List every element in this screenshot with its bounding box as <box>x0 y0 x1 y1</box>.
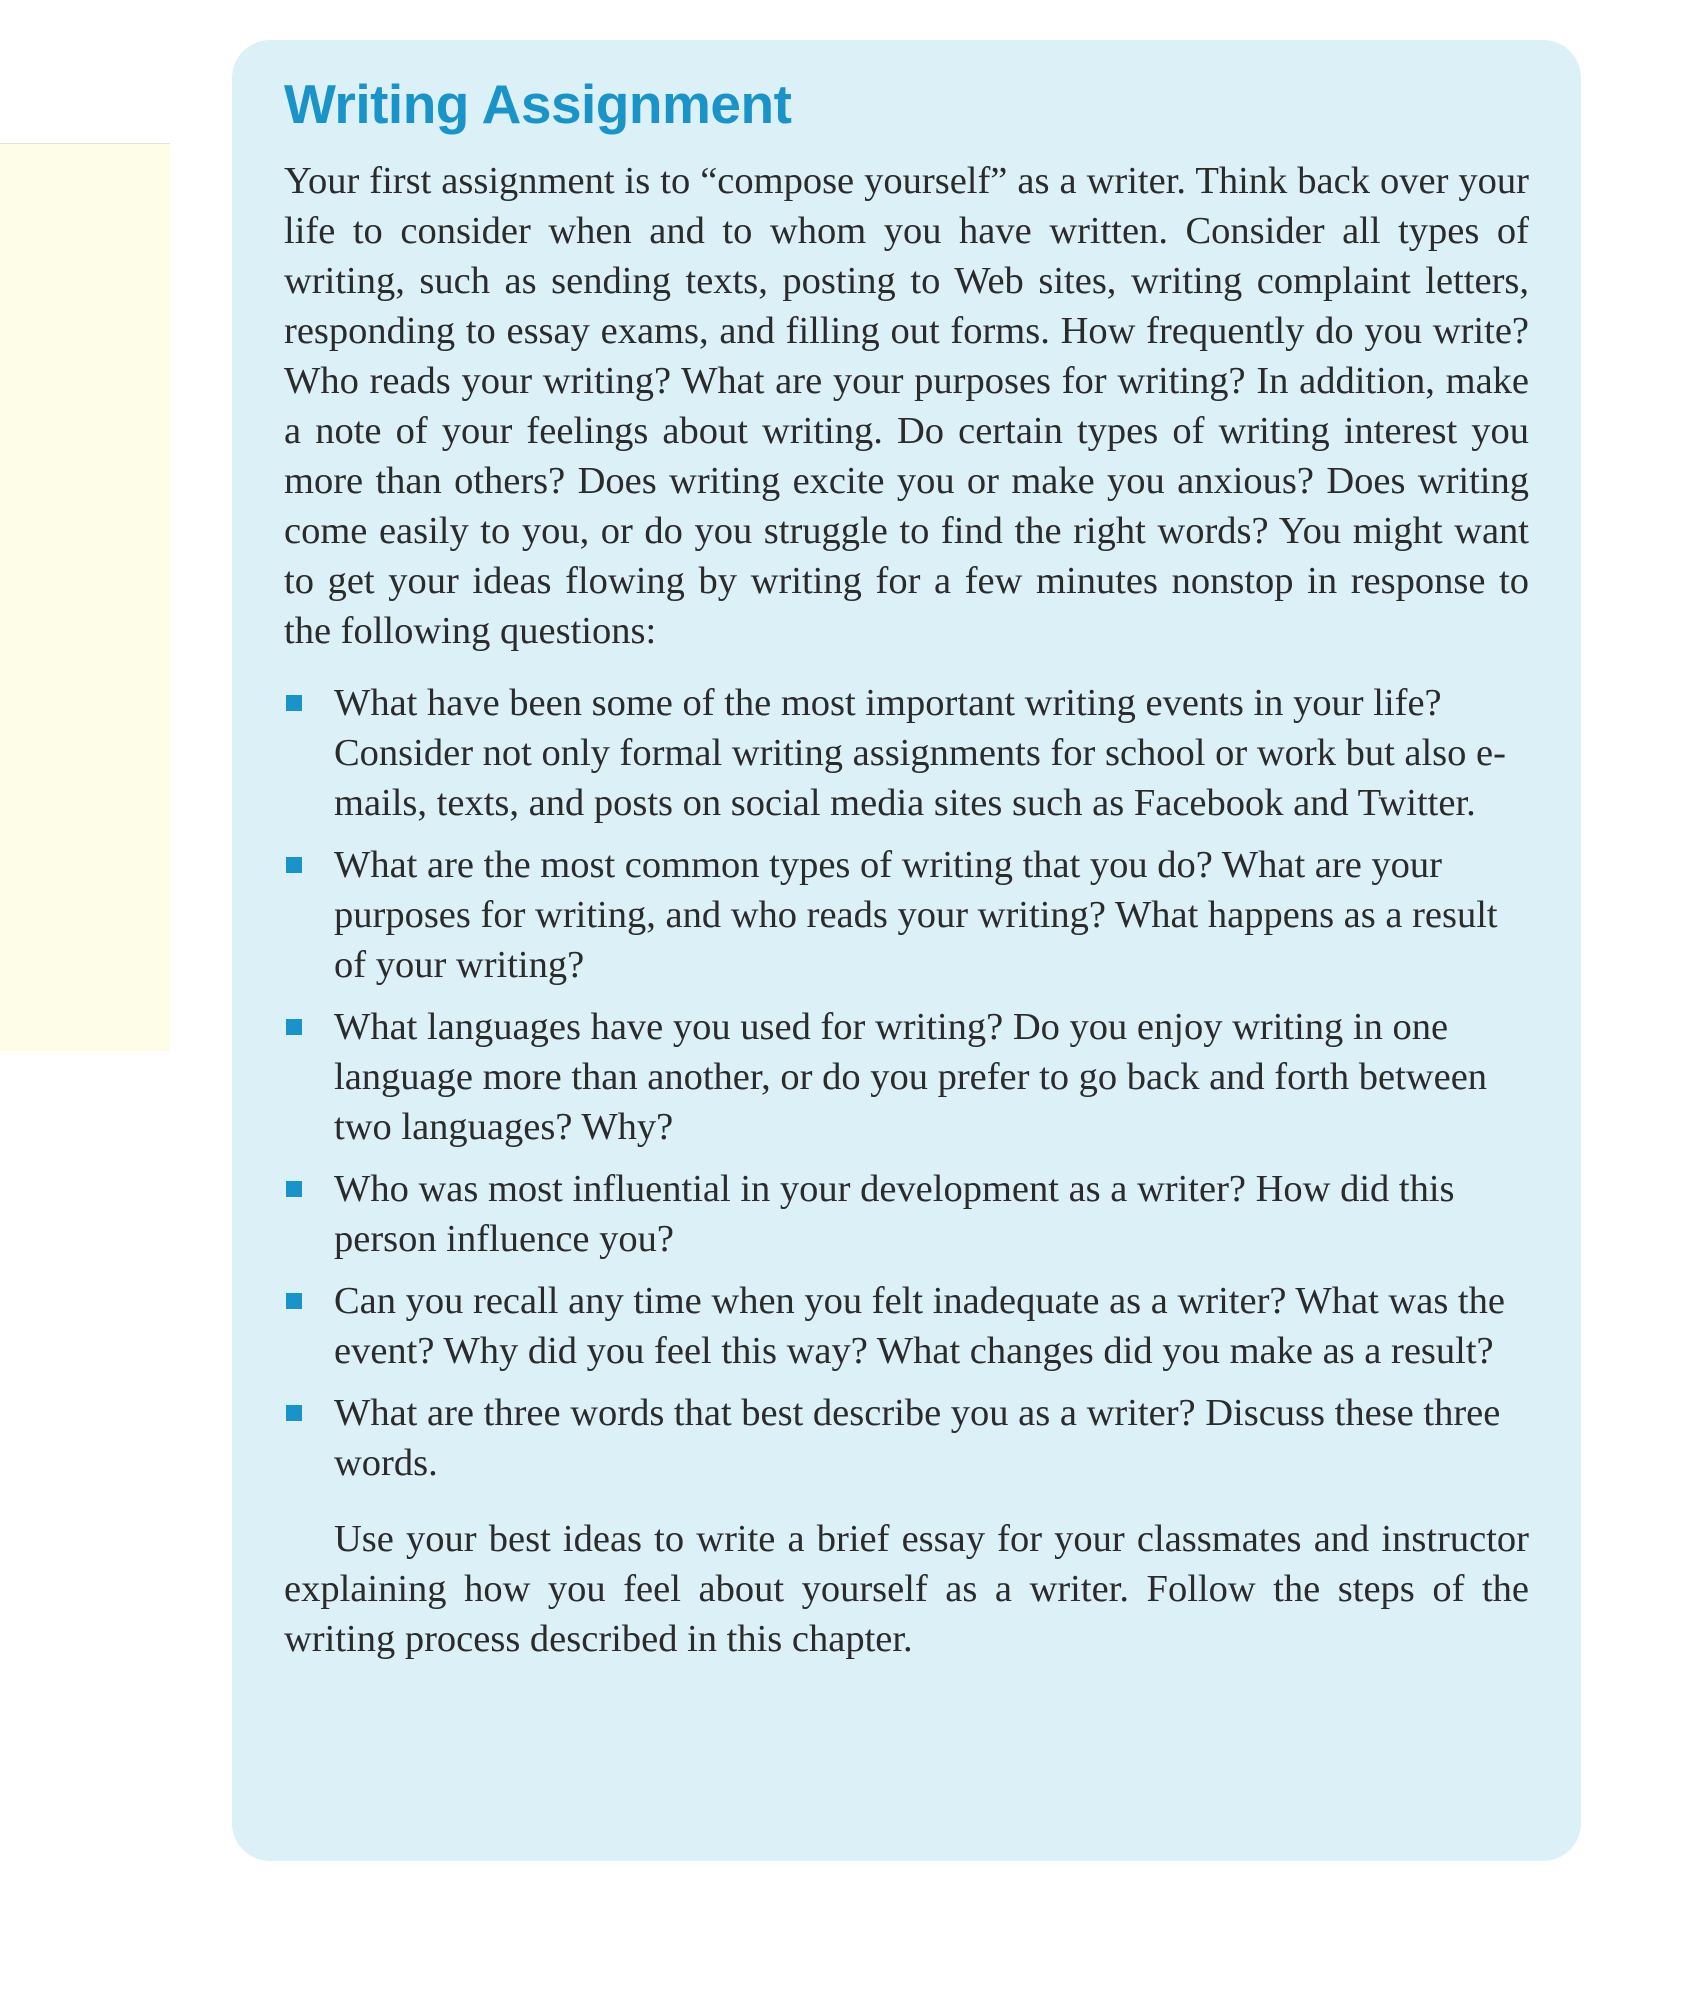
question-list <box>284 678 1529 1488</box>
list-item <box>284 1276 1529 1376</box>
question-text: What languages have you used for writing? Do you enjoy writing in one language more than another, or do you prefer to go back and forth between two languages? Why? <box>334 1006 1488 1148</box>
writing-assignment-box <box>232 40 1581 1861</box>
square-bullet-icon <box>286 1293 302 1309</box>
assignment-title: Writing Assignment <box>284 73 792 135</box>
question-text: What are the most common types of writing that you do? What are your purposes for writing, and who reads your writing? What happens as a result of your writing? <box>334 844 1498 986</box>
assignment-intro: Your first assignment is to “compose yourself” as a writer. Think back over your life to consider when and to whom you have written. Consider all types of writing, such as sending texts, posting to Web sites, writing complaint letters, responding to essay exams, and filling out forms. How frequently do you write? Who reads your writing? What are your purposes for writing? In addition, make a note of your feelings about writing. Do certain types of writing interest you more than others? Does writing excite you or make you anxious? Does writing come easily to you, or do you struggle to find the right words? You might want to get your ideas flowing by writing for a few minutes nonstop in response to the following questions: <box>284 160 1529 652</box>
question-text: Who was most influential in your development as a writer? How did this person influence you? <box>334 1168 1455 1260</box>
question-text: What have been some of the most important writing events in your life? Consider not only formal writing assignments for school or work but also e-mails, texts, and posts on social media sites such as Facebook and Twitter. <box>334 682 1506 824</box>
question-text: Can you recall any time when you felt inadequate as a writer? What was the event? Why did you feel this way? What changes did you make as a result? <box>334 1280 1505 1372</box>
list-item <box>284 840 1529 990</box>
question-text: What are three words that best describe you as a writer? Discuss these three words. <box>334 1392 1501 1484</box>
assignment-closing: Use your best ideas to write a brief essay for your classmates and instructor explaining how you feel about yourself as a writer. Follow the steps of the writing process described in this chapter. <box>284 1518 1529 1660</box>
list-item <box>284 1002 1529 1152</box>
square-bullet-icon <box>286 695 302 711</box>
square-bullet-icon <box>286 1405 302 1421</box>
list-item <box>284 678 1529 828</box>
square-bullet-icon <box>286 1181 302 1197</box>
square-bullet-icon <box>286 857 302 873</box>
sticky-note <box>0 143 170 1051</box>
list-item <box>284 1164 1529 1264</box>
square-bullet-icon <box>286 1019 302 1035</box>
list-item <box>284 1388 1529 1488</box>
